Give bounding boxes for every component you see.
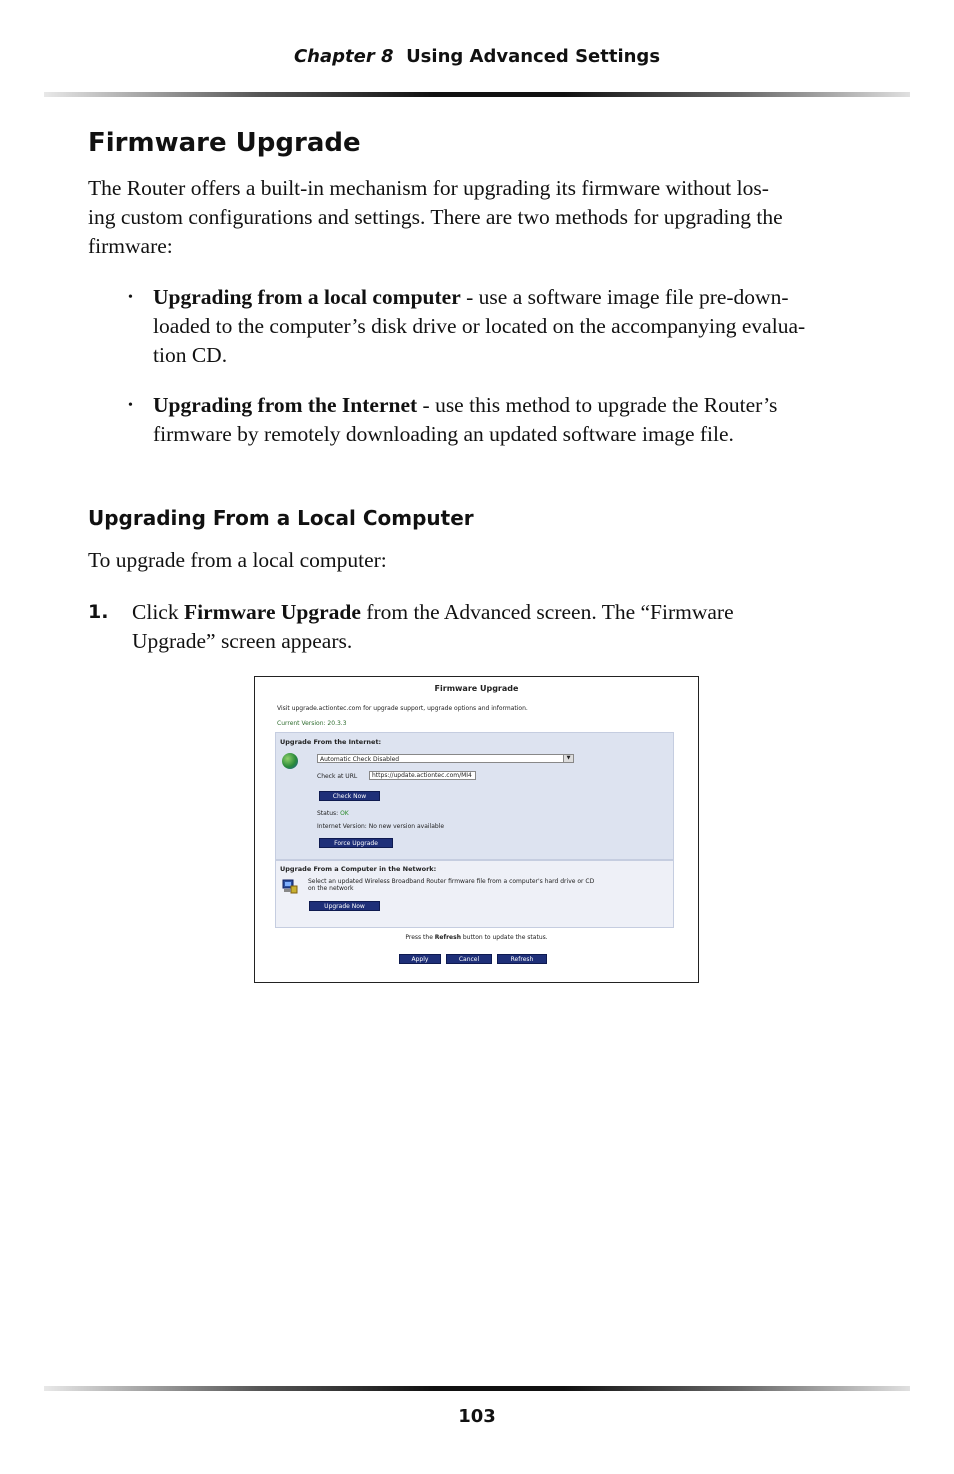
computer-panel	[275, 860, 674, 928]
intro-line: firmware:	[88, 234, 173, 258]
intro-line: ing custom configurations and settings. There are two methods for upgrading the	[88, 205, 783, 229]
refresh-note-text: button to update the status.	[460, 934, 548, 941]
internet-version: Internet Version: No new version available	[317, 823, 445, 830]
computer-section-label: Upgrade From a Computer in the Network:	[280, 865, 437, 873]
bullet-bold: Upgrading from a local computer	[153, 285, 461, 309]
apply-button[interactable]: Apply	[399, 954, 441, 964]
select-file-text	[308, 878, 668, 892]
globe-icon	[282, 753, 298, 769]
bullet-text: tion CD.	[153, 343, 228, 367]
chevron-down-icon: ▼	[563, 755, 573, 762]
intro-paragraph	[88, 174, 858, 261]
bullet-internet	[128, 391, 848, 451]
check-now-button[interactable]: Check Now	[319, 791, 380, 801]
running-head	[0, 46, 954, 67]
firmware-upgrade-screenshot	[254, 676, 699, 983]
bullet-text: - use a software image file pre-down-	[460, 285, 789, 309]
header-rule	[44, 92, 910, 97]
bullet-dot: •	[128, 290, 133, 305]
chapter-label: Chapter 8	[293, 46, 394, 67]
subsection-intro: To upgrade from a local computer:	[88, 548, 387, 572]
bullet-dot: •	[128, 398, 133, 413]
auto-check-select[interactable]	[317, 754, 574, 763]
status-label: Status:	[317, 810, 339, 817]
footer-rule	[44, 1386, 910, 1391]
step-text: from the Advanced screen. The “Firmware	[360, 600, 734, 624]
status-value: OK	[340, 810, 349, 817]
page-number: 103	[458, 1406, 496, 1427]
cancel-button[interactable]: Cancel	[446, 954, 492, 964]
select-file-line: Select an updated Wireless Broadband Router firmware file from a computer's hard drive or CD	[308, 878, 595, 885]
screenshot-title: Firmware Upgrade	[434, 684, 519, 693]
auto-check-value: Automatic Check Disabled	[320, 756, 400, 763]
refresh-note-bold: Refresh	[434, 934, 461, 941]
chapter-title: Using Advanced Settings	[406, 46, 661, 67]
bullet-local-computer	[128, 283, 848, 373]
bullet-text: loaded to the computer’s disk drive or located on the accompanying evalua-	[153, 314, 806, 338]
step-text: Upgrade” screen appears.	[132, 629, 353, 653]
bullet-text: firmware by remotely downloading an updated software image file.	[153, 422, 734, 446]
internet-panel	[275, 732, 674, 860]
section-title: Firmware Upgrade	[88, 128, 361, 158]
refresh-note	[255, 934, 698, 941]
visit-text: Visit upgrade.actiontec.com for upgrade support, upgrade options and information.	[277, 705, 528, 712]
status-line	[317, 810, 349, 817]
computer-icon	[282, 878, 298, 894]
current-version: Current Version: 20.3.3	[277, 720, 347, 727]
step-number: 1.	[88, 601, 109, 623]
bullet-text: - use this method to upgrade the Router’s	[417, 393, 778, 417]
internet-section-label: Upgrade From the Internet:	[280, 738, 382, 746]
step-text: Click	[132, 600, 184, 624]
bullet-bold: Upgrading from the Internet	[153, 393, 418, 417]
subsection-title: Upgrading From a Local Computer	[88, 506, 474, 530]
upgrade-now-button[interactable]: Upgrade Now	[309, 901, 380, 911]
check-url-label: Check at URL	[317, 773, 358, 780]
refresh-button[interactable]: Refresh	[497, 954, 547, 964]
select-file-line: on the network	[308, 885, 354, 892]
step-bold: Firmware Upgrade	[183, 600, 361, 624]
force-upgrade-button[interactable]: Force Upgrade	[319, 838, 393, 848]
refresh-note-text: Press the	[405, 934, 435, 941]
check-url-input[interactable]: https://update.actiontec.com/MI4	[369, 771, 476, 780]
step-1	[88, 598, 808, 658]
intro-line: The Router offers a built-in mechanism for upgrading its firmware without los-	[88, 176, 769, 200]
